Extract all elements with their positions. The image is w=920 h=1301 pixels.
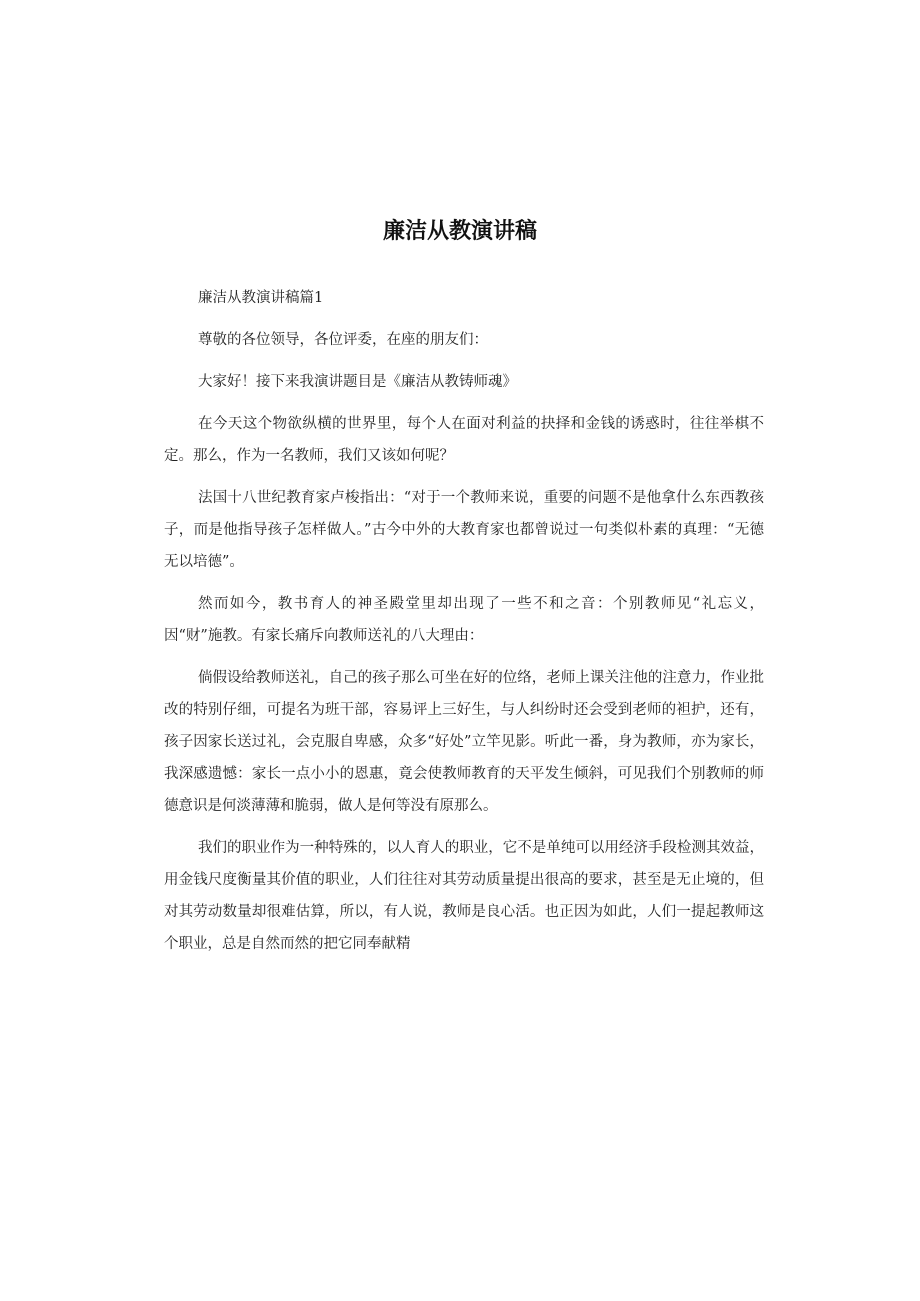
paragraph: 法国十八世纪教育家卢梭指出：“对于一个教师来说，重要的问题不是他拿什么东西教孩子，而是他指导孩子怎样做人。”古今中外的大教育家也都曾说过一句类似朴素的真理：“无德无以培德”。	[164, 490, 764, 570]
document-title: 廉洁从教演讲稿	[382, 219, 537, 244]
paragraph-salutation: 尊敬的各位领导，各位评委，在座的朋友们：	[198, 332, 488, 348]
paragraph: 倘假设给教师送礼，自己的孩子那么可坐在好的位络，老师上课关注他的注意力，作业批改的特别仔细，可提名为班干部，容易评上三好生，与人纠纷时还会受到老师的袒护，还有，孩子因家长送过礼，会克服自卑感，众多“好处”立竿见影。听此一番，身为教师，亦为家长，我深感遗憾：家长一点小小的恩惠，竟会使教师教育的天平发生倾斜，可见我们个别教师的师德意识是何淡薄薄和脆弱，做人是何等没有原那么。	[164, 670, 764, 814]
document-body	[164, 282, 764, 970]
paragraph-heading: 廉洁从教演讲稿篇1	[198, 290, 324, 306]
paragraph: 然而如今，教书育人的神圣殿堂里却出现了一些不和之音：个别教师见“礼忘义，因“财”施教。有家长痛斥向教师送礼的八大理由：	[164, 596, 764, 644]
paragraph-greeting: 大家好！接下来我演讲题目是《廉洁从教铸师魂》	[198, 374, 517, 390]
paragraph: 在今天这个物欲纵横的世界里，每个人在面对利益的抉择和金钱的诱惑时，往往举棋不定。那么，作为一名教师，我们又该如何呢？	[164, 416, 764, 464]
paragraph: 我们的职业作为一种特殊的，以人育人的职业，它不是单纯可以用经济手段检测其效益，用金钱尺度衡量其价值的职业，人们往往对其劳动质量提出很高的要求，甚至是无止境的，但对其劳动数量却很难估算，所以，有人说，教师是良心活。也正因为如此，人们一提起教师这个职业，总是自然而然的把它同奉献精	[164, 840, 764, 952]
